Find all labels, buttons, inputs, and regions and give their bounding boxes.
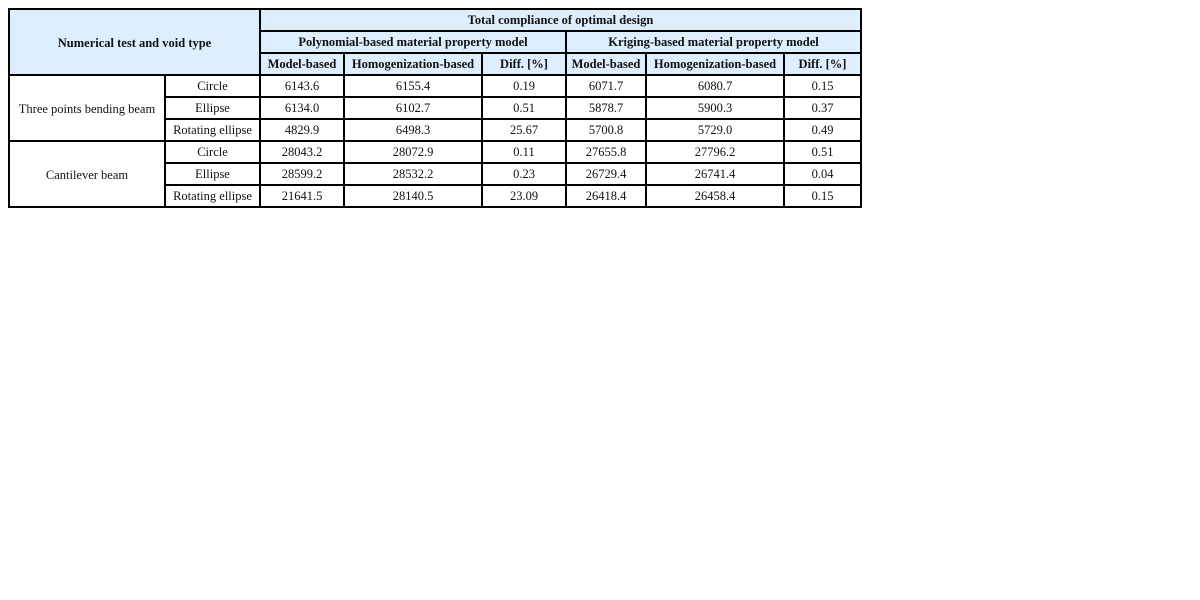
value-cell: 0.51 <box>482 97 566 119</box>
value-cell: 26418.4 <box>566 185 646 207</box>
subcol-header: Diff. [%] <box>784 53 861 75</box>
value-cell: 0.19 <box>482 75 566 97</box>
value-cell: 0.49 <box>784 119 861 141</box>
value-cell: 28072.9 <box>344 141 482 163</box>
table-row <box>9 141 861 163</box>
void-type-cell: Rotating ellipse <box>165 185 260 207</box>
subcol-header: Homogenization-based <box>646 53 784 75</box>
value-cell: 0.15 <box>784 75 861 97</box>
value-cell: 23.09 <box>482 185 566 207</box>
header-row-1 <box>9 9 861 31</box>
value-cell: 5878.7 <box>566 97 646 119</box>
void-type-cell: Circle <box>165 75 260 97</box>
void-type-cell: Rotating ellipse <box>165 119 260 141</box>
subcol-header: Diff. [%] <box>482 53 566 75</box>
subcol-header: Model-based <box>260 53 344 75</box>
test-name-cell: Three points bending beam <box>9 75 165 141</box>
compliance-table <box>8 8 862 208</box>
subcol-header: Homogenization-based <box>344 53 482 75</box>
value-cell: 0.23 <box>482 163 566 185</box>
void-type-cell: Ellipse <box>165 97 260 119</box>
value-cell: 6134.0 <box>260 97 344 119</box>
value-cell: 0.11 <box>482 141 566 163</box>
kriging-group-header: Kriging-based material property model <box>566 31 861 53</box>
value-cell: 0.04 <box>784 163 861 185</box>
row-header: Numerical test and void type <box>9 9 260 75</box>
value-cell: 6155.4 <box>344 75 482 97</box>
value-cell: 0.37 <box>784 97 861 119</box>
value-cell: 26458.4 <box>646 185 784 207</box>
test-name-cell: Cantilever beam <box>9 141 165 207</box>
value-cell: 26729.4 <box>566 163 646 185</box>
value-cell: 25.67 <box>482 119 566 141</box>
value-cell: 0.51 <box>784 141 861 163</box>
polynomial-group-header: Polynomial-based material property model <box>260 31 566 53</box>
value-cell: 6143.6 <box>260 75 344 97</box>
value-cell: 28532.2 <box>344 163 482 185</box>
table-row <box>9 75 861 97</box>
value-cell: 5729.0 <box>646 119 784 141</box>
subcol-header: Model-based <box>566 53 646 75</box>
value-cell: 28140.5 <box>344 185 482 207</box>
void-type-cell: Ellipse <box>165 163 260 185</box>
value-cell: 4829.9 <box>260 119 344 141</box>
value-cell: 21641.5 <box>260 185 344 207</box>
value-cell: 27655.8 <box>566 141 646 163</box>
value-cell: 6071.7 <box>566 75 646 97</box>
void-type-cell: Circle <box>165 141 260 163</box>
total-compliance-header: Total compliance of optimal design <box>260 9 861 31</box>
value-cell: 28043.2 <box>260 141 344 163</box>
value-cell: 28599.2 <box>260 163 344 185</box>
value-cell: 0.15 <box>784 185 861 207</box>
value-cell: 6498.3 <box>344 119 482 141</box>
value-cell: 27796.2 <box>646 141 784 163</box>
value-cell: 26741.4 <box>646 163 784 185</box>
value-cell: 6102.7 <box>344 97 482 119</box>
value-cell: 6080.7 <box>646 75 784 97</box>
value-cell: 5900.3 <box>646 97 784 119</box>
value-cell: 5700.8 <box>566 119 646 141</box>
